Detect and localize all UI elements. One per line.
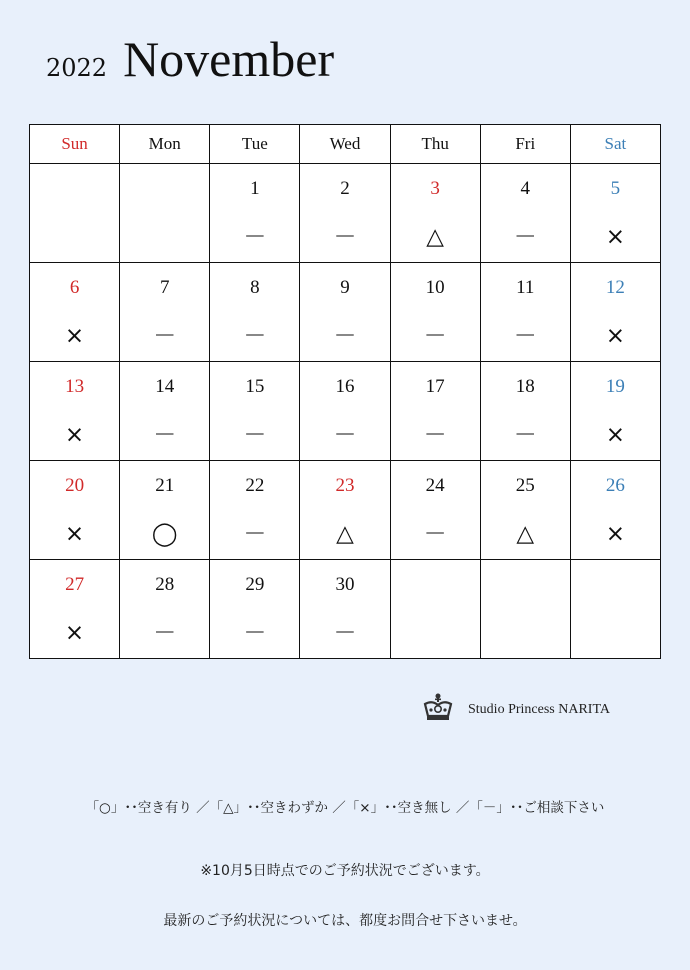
calendar-grid [29, 124, 661, 659]
availability-mark: △ [516, 521, 535, 547]
availability-mark: × [605, 521, 626, 547]
day-cell [30, 263, 120, 362]
availability-mark [481, 620, 570, 646]
availability-mark [30, 224, 119, 250]
availability-mark: × [64, 620, 85, 646]
weekday-mon: Mon [120, 125, 210, 164]
contact-note: 最新のご予約状況については、都度お問合せ下さいませ。 [163, 913, 527, 929]
day-number: 12 [605, 277, 625, 298]
week-row [30, 164, 661, 263]
day-number: 19 [605, 376, 625, 397]
day-cell [570, 362, 660, 461]
day-cell [30, 560, 120, 659]
availability-mark: × [64, 521, 85, 547]
day-number: 15 [245, 376, 265, 397]
day-number: 5 [610, 178, 621, 199]
availability-mark: － [153, 422, 177, 448]
year-label: 2022 [46, 54, 108, 82]
day-number [30, 178, 119, 202]
day-cell [300, 164, 390, 263]
availability-mark: － [243, 620, 267, 646]
day-cell [30, 461, 120, 560]
studio-brand [420, 692, 610, 728]
week-row [30, 263, 661, 362]
availability-mark: － [333, 422, 357, 448]
day-cell [390, 164, 480, 263]
availability-mark: △ [336, 521, 354, 547]
day-number: 14 [155, 376, 175, 397]
week-row [30, 461, 661, 560]
availability-mark [391, 620, 480, 646]
day-number: 9 [340, 277, 350, 298]
day-cell [390, 461, 480, 560]
day-cell [300, 560, 390, 659]
day-cell [120, 461, 210, 560]
day-number: 21 [155, 475, 175, 496]
day-cell [120, 263, 210, 362]
availability-mark: × [605, 422, 626, 448]
day-cell [300, 362, 390, 461]
day-number: 2 [340, 178, 350, 199]
day-number: 11 [516, 277, 535, 298]
day-cell [480, 560, 570, 659]
month-label: November [123, 31, 335, 87]
day-cell [480, 461, 570, 560]
day-number: 25 [515, 475, 535, 496]
day-number: 3 [430, 178, 440, 199]
day-number [120, 178, 209, 202]
crown-icon [420, 692, 468, 728]
availability-mark: － [333, 323, 357, 349]
week-row [30, 560, 661, 659]
availability-mark: － [243, 521, 267, 547]
availability-mark: － [333, 224, 357, 250]
availability-mark: × [64, 422, 85, 448]
day-number: 30 [335, 574, 355, 595]
day-cell [120, 362, 210, 461]
day-cell [210, 461, 300, 560]
day-number [391, 574, 480, 598]
day-cell [30, 164, 120, 263]
day-cell [570, 461, 660, 560]
weekday-wed: Wed [300, 125, 390, 164]
day-number: 27 [65, 574, 85, 595]
availability-mark: － [513, 422, 537, 448]
day-number: 17 [425, 376, 445, 397]
day-number: 4 [520, 178, 531, 199]
day-cell [120, 164, 210, 263]
day-cell [480, 263, 570, 362]
day-number: 18 [515, 376, 535, 397]
weekday-sat: Sat [570, 125, 660, 164]
availability-mark: － [243, 323, 267, 349]
availability-mark: － [243, 224, 267, 250]
calendar-title [46, 30, 334, 88]
day-cell [210, 263, 300, 362]
availability-legend: 「○」･･空き有り ／「△」･･空きわずか ／「×」･･空き無し ／「－」･･ご相談下さい [85, 800, 605, 816]
studio-name: Studio Princess NARITA [468, 702, 610, 717]
day-cell [390, 263, 480, 362]
week-row [30, 362, 661, 461]
day-cell [480, 362, 570, 461]
day-number: 8 [250, 277, 260, 298]
day-number: 28 [155, 574, 175, 595]
availability-mark: － [153, 620, 177, 646]
availability-mark: － [333, 620, 357, 646]
availability-mark [571, 620, 660, 646]
day-cell [300, 461, 390, 560]
day-cell [570, 263, 660, 362]
day-number: 22 [245, 475, 265, 496]
day-number: 13 [65, 376, 85, 397]
weekday-fri: Fri [480, 125, 570, 164]
availability-mark: △ [426, 224, 444, 250]
day-cell [300, 263, 390, 362]
day-number: 7 [159, 277, 170, 298]
availability-mark: × [64, 323, 85, 349]
availability-mark: － [153, 323, 177, 349]
availability-mark: × [605, 323, 626, 349]
availability-mark: － [423, 521, 447, 547]
availability-mark: － [423, 323, 447, 349]
day-number: 23 [335, 475, 355, 496]
day-number: 6 [69, 277, 80, 298]
day-cell [210, 560, 300, 659]
day-number: 16 [335, 376, 355, 397]
weekday-header-row [30, 125, 661, 164]
day-cell [210, 362, 300, 461]
day-number: 1 [250, 178, 260, 199]
day-cell [480, 164, 570, 263]
availability-mark: － [423, 422, 447, 448]
day-number: 20 [65, 475, 85, 496]
weekday-sun: Sun [30, 125, 120, 164]
day-number: 29 [245, 574, 265, 595]
day-number: 26 [605, 475, 625, 496]
day-number: 24 [425, 475, 445, 496]
day-cell [570, 560, 660, 659]
availability-mark: － [243, 422, 267, 448]
availability-mark: － [513, 323, 537, 349]
day-cell [390, 560, 480, 659]
day-cell [30, 362, 120, 461]
day-cell [570, 164, 660, 263]
weekday-thu: Thu [390, 125, 480, 164]
availability-mark: － [513, 224, 537, 250]
day-number: 10 [425, 277, 445, 298]
availability-mark [120, 224, 209, 250]
day-cell [120, 560, 210, 659]
availability-mark: × [605, 224, 626, 250]
day-number [481, 574, 570, 598]
availability-mark: ◯ [151, 521, 178, 547]
weekday-tue: Tue [210, 125, 300, 164]
status-date-note: ※10月5日時点でのご予約状況でございます。 [200, 863, 490, 879]
day-cell [390, 362, 480, 461]
day-cell [210, 164, 300, 263]
day-number [571, 574, 660, 598]
